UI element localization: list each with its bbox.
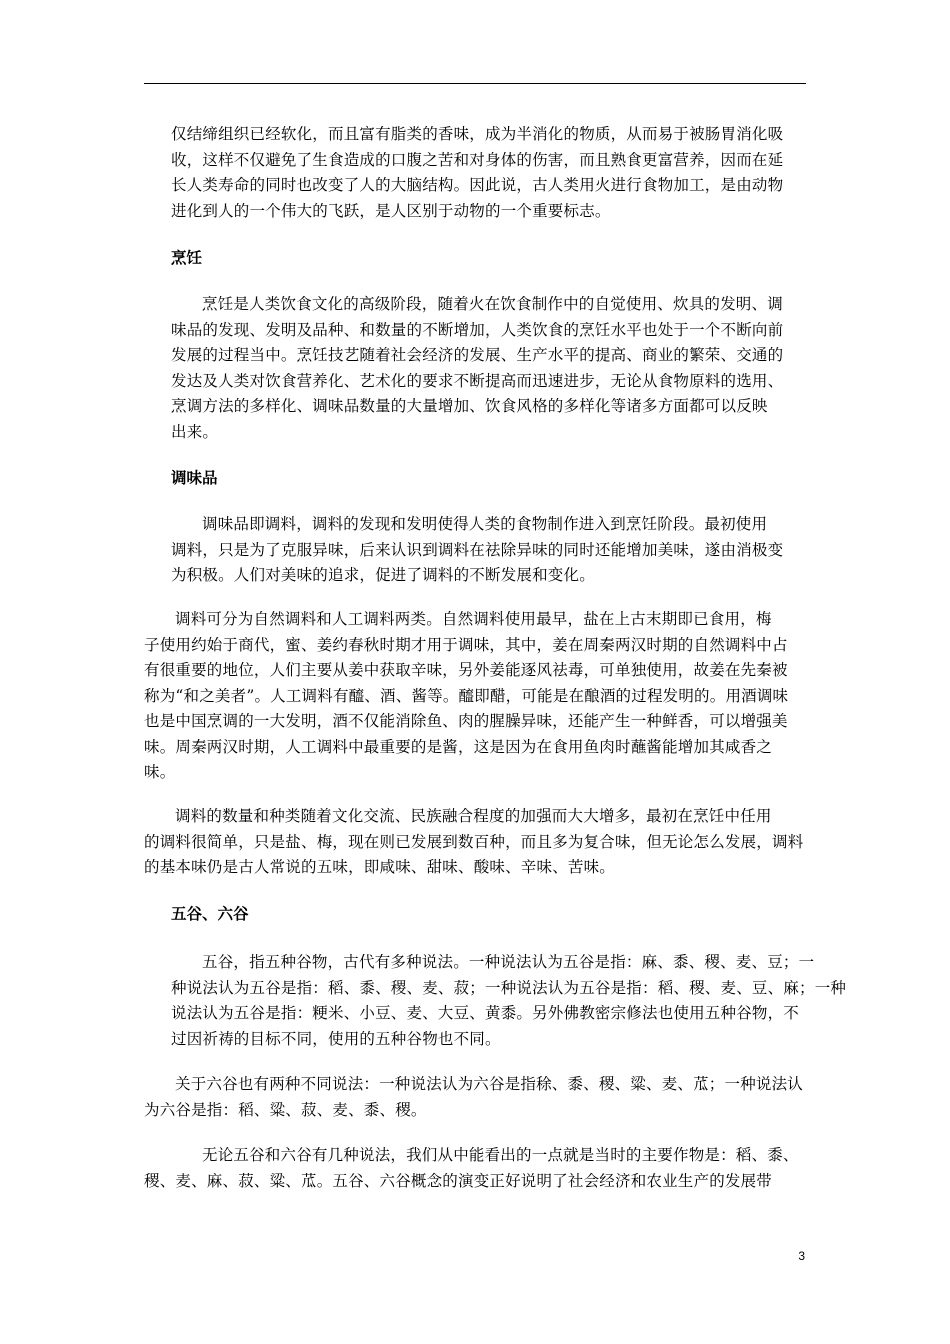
page-number: 3: [798, 1249, 805, 1263]
header-rule: [144, 83, 806, 84]
text-line: 长人类寿命的同时也改变了人的大脑结构。因此说，古人类用火进行食物加工，是由动物: [171, 176, 784, 194]
text-line: 为积极。人们对美味的追求，促进了调料的不断发展和变化。: [171, 566, 595, 584]
text-line: 的基本味仍是古人常说的五味，即咸味、甜味、酸味、辛味、苦味。: [144, 858, 616, 876]
text-line: 为六谷是指：稻、粱、菽、麦、黍、稷。: [144, 1100, 427, 1119]
text-line: 稷、麦、麻、菽、粱、苽。五谷、六谷概念的演变正好说明了社会经济和农业生产的发展带: [144, 1171, 773, 1190]
text-line: 味。周秦两汉时期，人工调料中最重要的是酱，这是因为在食用鱼肉时蘸酱能增加其咸香之: [144, 737, 773, 756]
paragraph-tiaoweipin-3: [144, 804, 809, 881]
text-line: 发展的过程当中。烹饪技艺随着社会经济的发展、生产水平的提高、商业的繁荣、交通的: [171, 346, 784, 364]
text-line: 说法认为五谷是指：粳米、小豆、麦、大豆、黄黍。另外佛教密宗修法也使用五种谷物，不: [171, 1004, 800, 1022]
text-line: 味。: [144, 763, 176, 781]
text-line: 种说法认为五谷是指：稻、黍、稷、麦、菽；一种说法认为五谷是指：稻、稷、麦、豆、麻；一种: [171, 978, 847, 997]
text-line: 出来。: [171, 422, 219, 441]
paragraph-wugu-3: [144, 1143, 816, 1194]
text-line: 收，这样不仅避免了生食造成的口腹之苦和对身体的伤害，而且熟食更富营养，因而在延: [171, 150, 784, 169]
text-line: 进化到人的一个伟大的飞跃，是人区别于动物的一个重要标志。: [171, 201, 611, 220]
text-line: 发达及人类对饮食营养化、艺术化的要求不断提高而迅速进步，无论从食物原料的选用、: [171, 371, 784, 390]
section-heading-tiaoweipin: 调味品: [171, 469, 218, 487]
text-line: 的调料很简单，只是盐、梅，现在则已发展到数百种，而且多为复合味，但无论怎么发展，调料: [144, 832, 804, 851]
text-line: 五谷，指五种谷物，古代有多种说法。一种说法认为五谷是指：麻、黍、稷、麦、豆；一: [202, 953, 815, 971]
text-line: 烹调方法的多样化、调味品数量的大量增加、饮食风格的多样化等诸多方面都可以反映: [171, 397, 768, 415]
text-line: 无论五谷和六谷有几种说法，我们从中能看出的一点就是当时的主要作物是：稻、黍、: [202, 1146, 799, 1164]
text-line: 烹饪是人类饮食文化的高级阶段，随着火在饮食制作中的自觉使用、炊具的发明、调: [202, 295, 783, 313]
text-line: 称为“和之美者”。人工调料有醯、酒、酱等。醯即醋，可能是在酿酒的过程发明的。用酒调味: [144, 686, 789, 705]
paragraph-tiaoweipin-1: [171, 512, 811, 589]
paragraph-intro: [171, 122, 811, 224]
paragraph-pengren: [171, 292, 811, 445]
text-line: 有很重要的地位，人们主要从姜中获取辛味，另外姜能逐风祛毒，可单独使用，故姜在先秦被: [144, 661, 788, 679]
text-line: 调料的数量和种类随着文化交流、民族融合程度的加强而大大增多，最初在烹饪中任用: [175, 807, 772, 825]
text-line: 调料，只是为了克服异味，后来认识到调料在祛除异味的同时还能增加美味，遂由消极变: [171, 540, 784, 559]
text-line: 也是中国烹调的一大发明，酒不仅能消除鱼、肉的腥臊异味，还能产生一种鲜香，可以增强美: [144, 712, 788, 730]
text-line: 调味品即调料，调料的发现和发明使得人类的食物制作进入到烹饪阶段。最初使用: [202, 515, 768, 533]
text-line: 味品的发现、发明及品种、和数量的不断增加，人类饮食的烹饪水平也处于一个不断向前: [171, 320, 784, 339]
text-line: 子使用约始于商代，蜜、姜约春秋时期才用于调味，其中，姜在周秦两汉时期的自然调料中占: [144, 635, 788, 654]
paragraph-wugu-2: [144, 1072, 809, 1123]
paragraph-tiaoweipin-2: [144, 607, 809, 786]
text-line: 仅结缔组织已经软化，而且富有脂类的香味，成为半消化的物质，从而易于被肠胃消化吸: [171, 125, 784, 143]
section-heading-pengren: 烹饪: [171, 249, 203, 267]
paragraph-wugu-1: [171, 950, 847, 1052]
text-line: 关于六谷也有两种不同说法：一种说法认为六谷是指稌、黍、稷、粱、麦、苽；一种说法认: [175, 1075, 804, 1093]
text-line: 过因祈祷的目标不同，使用的五种谷物也不同。: [171, 1029, 501, 1048]
section-heading-wugu: 五谷、六谷: [171, 905, 249, 923]
text-line: 调料可分为自然调料和人工调料两类。自然调料使用最早，盐在上古末期即已食用，梅: [175, 610, 772, 628]
